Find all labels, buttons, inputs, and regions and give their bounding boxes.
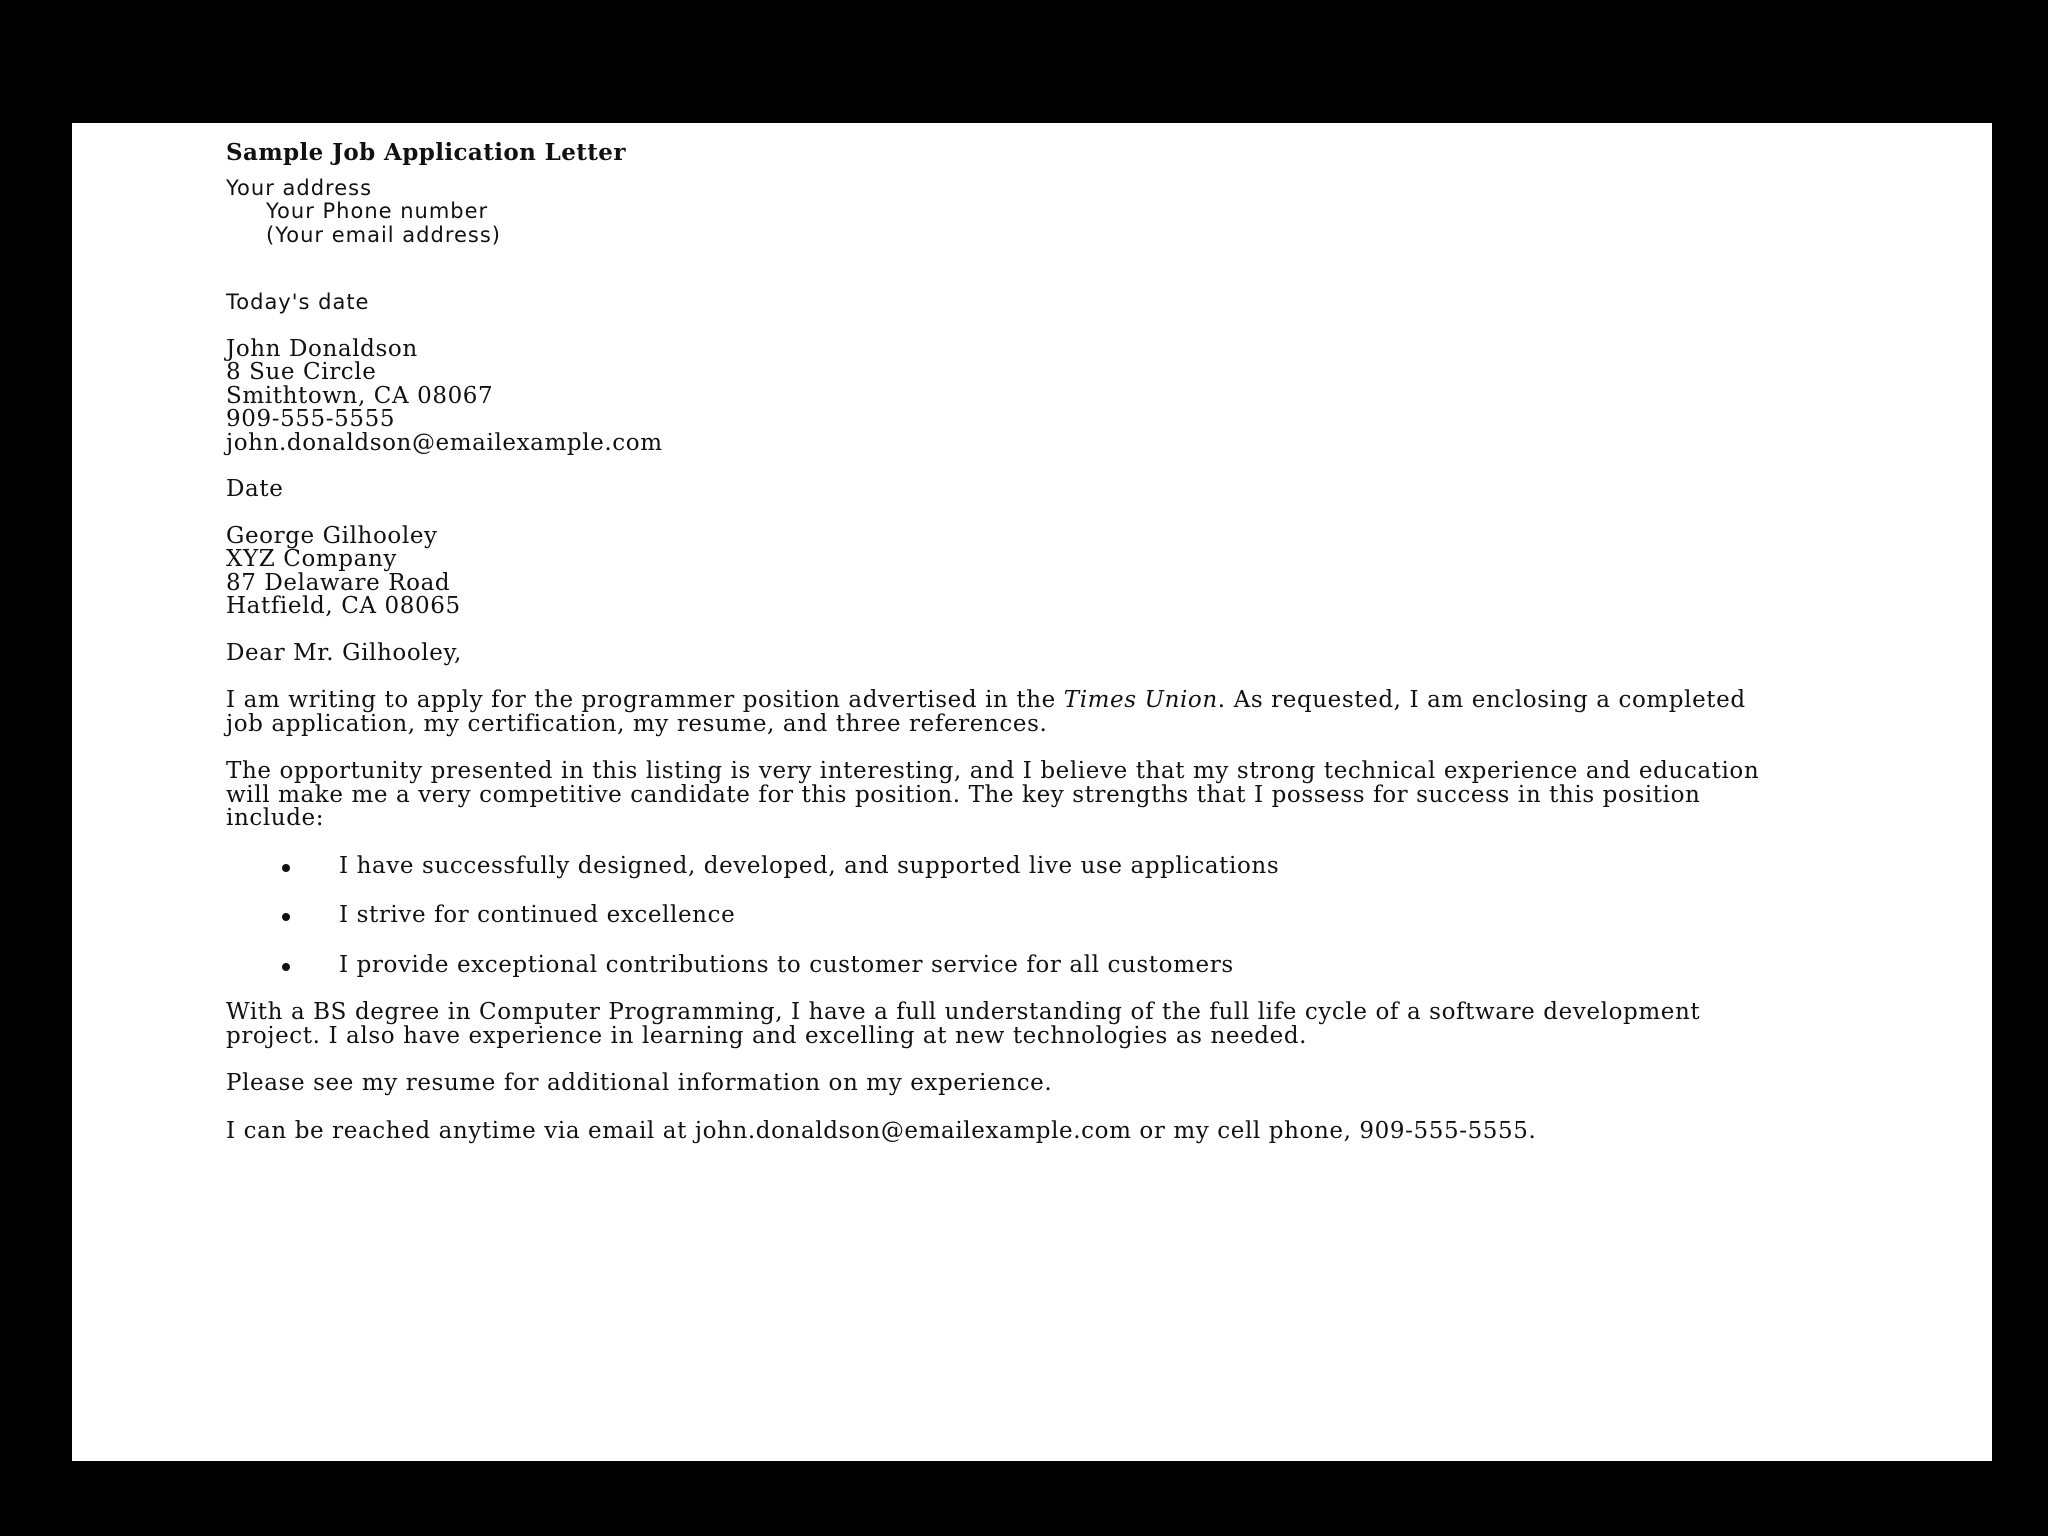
strength-text: I provide exceptional contributions to customer service for all customers — [339, 951, 1234, 978]
recipient-street: 87 Delaware Road — [226, 569, 451, 596]
bullet-icon — [282, 864, 290, 872]
paragraph-resume: Please see my resume for additional information on my experience. — [226, 1070, 1053, 1096]
letter-title: Sample Job Application Letter — [226, 139, 626, 166]
salutation: Dear Mr. Gilhooley, — [226, 639, 462, 666]
paragraph-degree: With a BS degree in Computer Programming, I have a full understanding of the full life cycle of a software development project. I also have experience in learning and excelling at new technologies as needed. — [226, 999, 1701, 1049]
applicant-city: Smithtown, CA 08067 — [226, 382, 494, 409]
letter-date: Date — [226, 476, 284, 502]
list-item — [226, 852, 1786, 879]
applicant-name: John Donaldson — [226, 335, 418, 362]
paragraph-opportunity: The opportunity presented in this listing is very interesting, and I believe that my strong technical experience and education will make me a very competitive candidate for this position. The key strengths that I possess for success in this position include: — [226, 758, 1760, 831]
todays-date: Today's date — [226, 290, 370, 314]
strength-text: I strive for continued excellence — [339, 902, 736, 928]
bullet-icon — [282, 913, 290, 921]
publication-name: Times Union — [1063, 687, 1218, 713]
letter-body — [226, 141, 1786, 1143]
list-item — [226, 951, 1786, 978]
paragraph-intro-before: I am writing to apply for the programmer position advertised in the — [226, 687, 1064, 713]
recipient-company: XYZ Company — [226, 546, 397, 572]
sender-phone: Your Phone number — [266, 199, 489, 223]
applicant-phone: 909-555-5555 — [226, 406, 396, 432]
applicant-email: john.donaldson@emailexample.com — [226, 429, 663, 456]
paragraph-intro-after: . As requested, I am enclosing a completed job application, my certification, my resume, and three references. — [226, 687, 1746, 737]
strengths-list — [226, 852, 1786, 978]
sender-email: (Your email address) — [266, 222, 501, 247]
recipient-name: George Gilhooley — [226, 522, 438, 549]
paragraph-contact: I can be reached anytime via email at john.donaldson@emailexample.com or my cell phone, 909-555-5555. — [226, 1117, 1537, 1144]
bullet-icon — [282, 963, 290, 971]
recipient-block — [226, 522, 1786, 619]
recipient-city: Hatfield, CA 08065 — [226, 593, 461, 619]
applicant-block — [226, 335, 1786, 456]
paragraph-intro — [226, 689, 1786, 736]
sender-address: Your address — [226, 175, 373, 200]
sender-block — [226, 177, 1786, 248]
strength-text: I have successfully designed, developed, and supported live use applications — [339, 852, 1280, 879]
list-item — [226, 904, 1786, 928]
applicant-street: 8 Sue Circle — [226, 359, 377, 385]
